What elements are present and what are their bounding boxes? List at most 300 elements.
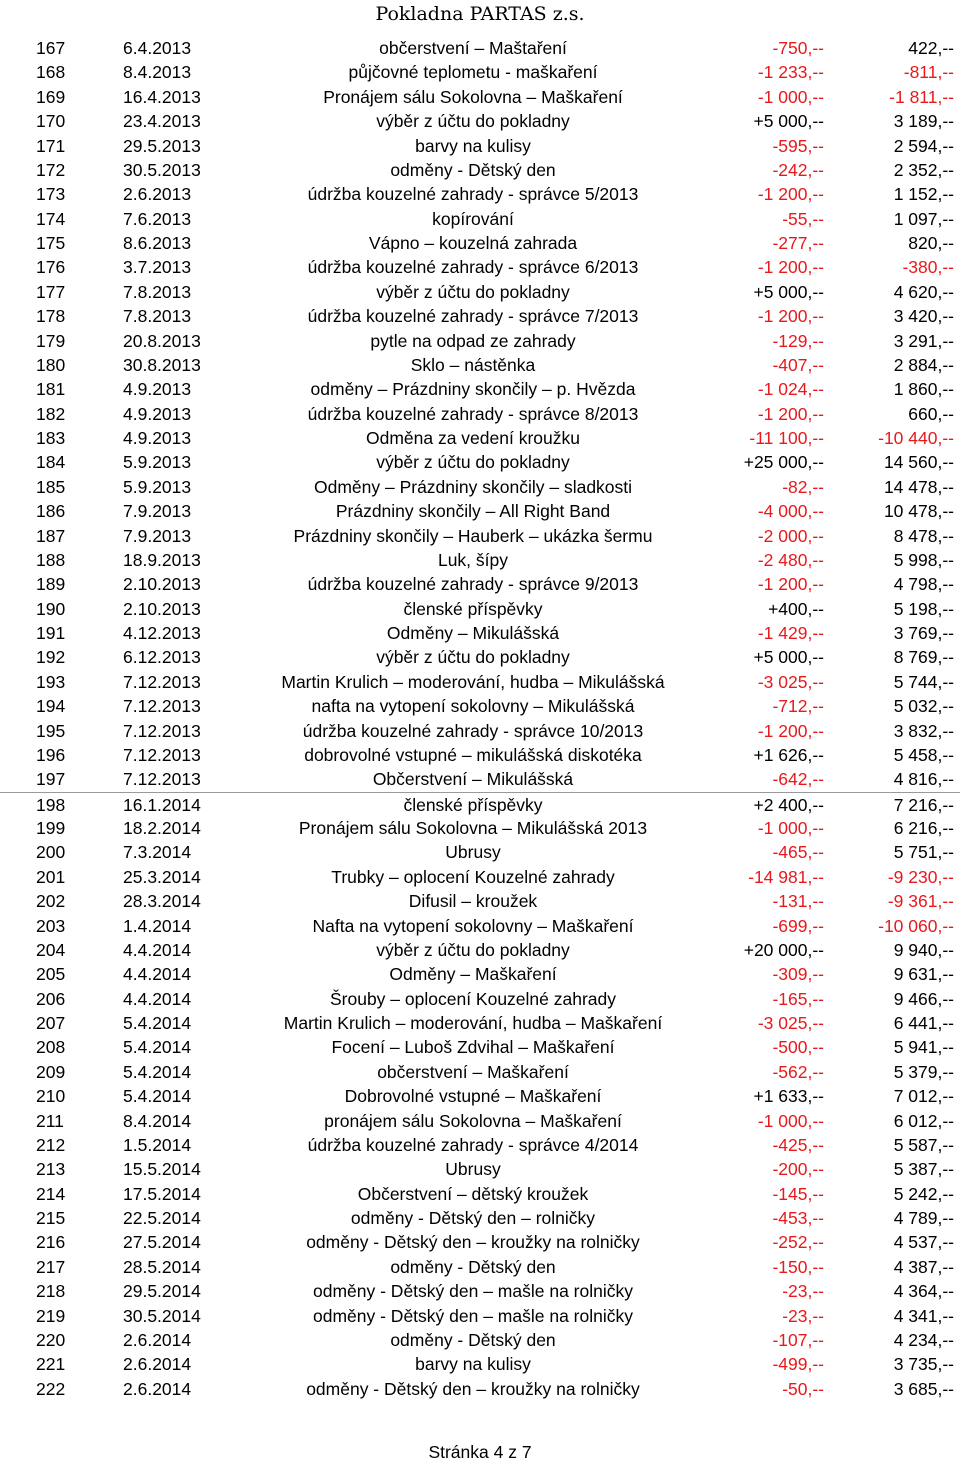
row-date: 7.12.2013 bbox=[123, 744, 201, 765]
row-description: Trubky – oplocení Kouzelné zahrady bbox=[331, 866, 615, 887]
ledger-table bbox=[0, 36, 960, 1401]
row-description: členské příspěvky bbox=[403, 794, 543, 815]
table-row bbox=[0, 1206, 960, 1230]
row-number: 180 bbox=[36, 354, 66, 375]
table-row bbox=[0, 1084, 960, 1108]
row-number: 207 bbox=[36, 1013, 66, 1033]
row-amount: -131,-- bbox=[772, 891, 824, 912]
row-number: 204 bbox=[36, 939, 66, 960]
row-description: údržba kouzelné zahrady - správce 9/2013 bbox=[307, 574, 639, 595]
table-row bbox=[0, 645, 960, 669]
row-amount: -309,-- bbox=[772, 964, 824, 985]
row-description: Ubrusy bbox=[445, 842, 501, 863]
row-description: kopírování bbox=[432, 208, 514, 229]
row-balance: 4 537,-- bbox=[893, 1232, 954, 1253]
row-date: 2.6.2014 bbox=[123, 1378, 192, 1399]
page-title: Pokladna PARTAS z.s. bbox=[375, 3, 585, 25]
row-number: 212 bbox=[36, 1134, 66, 1155]
row-amount: -107,-- bbox=[772, 1329, 824, 1350]
row-number: 195 bbox=[36, 720, 66, 741]
row-amount: +5 000,-- bbox=[753, 281, 824, 302]
row-balance: 3 685,-- bbox=[893, 1378, 954, 1399]
row-balance: 6 441,-- bbox=[893, 1013, 954, 1033]
row-balance: -811,-- bbox=[903, 62, 954, 83]
table-row bbox=[0, 85, 960, 109]
row-amount: -499,-- bbox=[772, 1354, 824, 1375]
row-date: 7.8.2013 bbox=[123, 281, 192, 302]
row-date: 7.12.2013 bbox=[123, 696, 201, 717]
row-date: 22.5.2014 bbox=[123, 1208, 201, 1228]
row-amount: -1 429,-- bbox=[757, 623, 824, 643]
row-balance: 1 152,-- bbox=[893, 184, 954, 205]
row-description: odměny - Dětský den bbox=[390, 1329, 556, 1350]
table-row bbox=[0, 207, 960, 231]
table-row bbox=[0, 1304, 960, 1328]
table-row bbox=[0, 280, 960, 304]
row-balance: 7 216,-- bbox=[893, 794, 954, 815]
row-description: Sklo – nástěnka bbox=[410, 354, 536, 375]
table-row bbox=[0, 987, 960, 1011]
row-amount: +25 000,-- bbox=[743, 452, 824, 473]
row-balance: 8 478,-- bbox=[893, 525, 954, 546]
row-balance: -380,-- bbox=[902, 257, 954, 278]
row-amount: -1 000,-- bbox=[757, 86, 824, 107]
row-number: 172 bbox=[36, 159, 66, 180]
table-row bbox=[0, 1255, 960, 1279]
row-amount: -712,-- bbox=[772, 696, 824, 717]
row-number: 184 bbox=[36, 452, 66, 473]
row-number: 175 bbox=[36, 233, 66, 253]
row-date: 7.12.2013 bbox=[123, 671, 201, 692]
row-amount: -595,-- bbox=[772, 135, 824, 156]
row-number: 192 bbox=[36, 647, 66, 668]
row-number: 182 bbox=[36, 403, 66, 424]
row-number: 203 bbox=[36, 915, 66, 936]
row-amount: -82,-- bbox=[782, 476, 824, 497]
row-number: 214 bbox=[36, 1183, 66, 1204]
row-description: členské příspěvky bbox=[403, 598, 543, 619]
row-date: 25.3.2014 bbox=[123, 866, 201, 887]
row-date: 1.5.2014 bbox=[123, 1134, 192, 1155]
row-balance: 3 189,-- bbox=[893, 111, 954, 132]
row-number: 208 bbox=[36, 1037, 66, 1058]
row-description: občerstvení – Maškaření bbox=[377, 1061, 569, 1082]
row-balance: 5 387,-- bbox=[893, 1159, 954, 1180]
row-number: 213 bbox=[36, 1159, 66, 1180]
row-number: 170 bbox=[36, 111, 66, 132]
row-date: 7.9.2013 bbox=[123, 501, 192, 522]
row-date: 5.4.2014 bbox=[123, 1037, 192, 1058]
row-description: nafta na vytopení sokolovny – Mikulášská bbox=[311, 696, 635, 717]
row-description: Vápno – kouzelná zahrada bbox=[368, 233, 578, 253]
row-description: půjčovné teplometu - maškaření bbox=[348, 62, 598, 83]
table-row bbox=[0, 1035, 960, 1059]
row-balance: 5 032,-- bbox=[893, 696, 954, 717]
row-description: výběr z účtu do pokladny bbox=[376, 939, 570, 960]
row-balance: 9 631,-- bbox=[893, 964, 954, 985]
row-description: údržba kouzelné zahrady - správce 8/2013 bbox=[307, 403, 639, 424]
row-number: 171 bbox=[36, 135, 66, 156]
row-amount: -1 000,-- bbox=[757, 818, 824, 838]
row-number: 198 bbox=[36, 794, 66, 815]
row-balance: 4 234,-- bbox=[893, 1329, 954, 1350]
row-amount: -1 200,-- bbox=[757, 184, 824, 205]
row-balance: 5 941,-- bbox=[893, 1037, 954, 1058]
row-number: 178 bbox=[36, 306, 66, 327]
row-amount: -23,-- bbox=[782, 1305, 824, 1326]
row-number: 174 bbox=[36, 208, 66, 229]
row-balance: 2 594,-- bbox=[893, 135, 954, 156]
row-description: odměny – Prázdniny skončily – p. Hvězda bbox=[310, 379, 636, 400]
row-amount: -14 981,-- bbox=[748, 866, 824, 887]
row-amount: -425,-- bbox=[772, 1134, 824, 1155]
row-balance: 4 620,-- bbox=[893, 281, 954, 302]
row-date: 2.6.2014 bbox=[123, 1329, 192, 1350]
table-row bbox=[0, 548, 960, 572]
row-number: 189 bbox=[36, 574, 66, 595]
table-row bbox=[0, 1109, 960, 1133]
row-date: 6.12.2013 bbox=[123, 647, 201, 668]
table-row bbox=[0, 743, 960, 767]
row-date: 4.4.2014 bbox=[123, 964, 192, 985]
row-balance: 5 242,-- bbox=[893, 1183, 954, 1204]
table-row bbox=[0, 231, 960, 255]
row-date: 27.5.2014 bbox=[123, 1232, 201, 1253]
row-number: 185 bbox=[36, 476, 66, 497]
table-row bbox=[0, 621, 960, 645]
row-amount: -277,-- bbox=[772, 233, 824, 253]
row-date: 20.8.2013 bbox=[123, 330, 201, 351]
table-row bbox=[0, 914, 960, 938]
table-row bbox=[0, 767, 960, 791]
table-row bbox=[0, 475, 960, 499]
table-row bbox=[0, 36, 960, 60]
table-row bbox=[0, 816, 960, 840]
row-number: 221 bbox=[36, 1354, 66, 1375]
row-description: odměny - Dětský den bbox=[390, 1256, 556, 1277]
row-number: 210 bbox=[36, 1086, 66, 1107]
row-number: 193 bbox=[36, 671, 66, 692]
row-date: 8.6.2013 bbox=[123, 233, 192, 253]
row-balance: 5 458,-- bbox=[893, 744, 954, 765]
row-description: Martin Krulich – moderování, hudba – Mikulášská bbox=[281, 671, 665, 692]
row-balance: 9 940,-- bbox=[893, 939, 954, 960]
row-description: Odměny – Maškaření bbox=[389, 964, 557, 985]
row-number: 194 bbox=[36, 696, 66, 717]
row-date: 5.4.2014 bbox=[123, 1061, 192, 1082]
row-date: 2.10.2013 bbox=[123, 574, 201, 595]
row-description: Dobrovolné vstupné – Maškaření bbox=[344, 1086, 602, 1107]
row-amount: -200,-- bbox=[772, 1159, 824, 1180]
table-row bbox=[0, 1352, 960, 1376]
row-number: 211 bbox=[36, 1110, 64, 1131]
row-date: 7.6.2013 bbox=[123, 208, 192, 229]
row-balance: 5 587,-- bbox=[893, 1134, 954, 1155]
row-amount: -11 100,-- bbox=[749, 428, 824, 448]
row-date: 7.8.2013 bbox=[123, 306, 192, 327]
row-description: odměny - Dětský den bbox=[390, 159, 556, 180]
row-balance: 8 769,-- bbox=[893, 647, 954, 668]
table-row bbox=[0, 1377, 960, 1401]
row-date: 2.6.2013 bbox=[123, 184, 192, 205]
row-description: údržba kouzelné zahrady - správce 5/2013 bbox=[307, 184, 639, 205]
row-balance: 5 744,-- bbox=[893, 671, 954, 692]
row-date: 2.6.2014 bbox=[123, 1354, 192, 1375]
row-description: Luk, šípy bbox=[437, 549, 509, 570]
row-number: 173 bbox=[36, 184, 66, 205]
row-description: odměny - Dětský den – mašle na rolničky bbox=[313, 1305, 633, 1326]
table-row bbox=[0, 1011, 960, 1035]
row-balance: 3 291,-- bbox=[893, 330, 954, 351]
row-date: 4.9.2013 bbox=[123, 379, 192, 400]
row-description: odměny - Dětský den – kroužky na rolničky bbox=[306, 1232, 640, 1253]
row-date: 23.4.2013 bbox=[123, 111, 201, 132]
row-description: Občerstvení – Mikulášská bbox=[372, 769, 574, 790]
row-balance: 6 012,-- bbox=[893, 1110, 954, 1131]
row-amount: -2 000,-- bbox=[757, 525, 824, 546]
table-row bbox=[0, 377, 960, 401]
row-number: 197 bbox=[36, 769, 66, 790]
row-description: odměny - Dětský den – kroužky na rolničky bbox=[306, 1378, 640, 1399]
row-balance: 7 012,-- bbox=[893, 1086, 954, 1107]
row-date: 8.4.2014 bbox=[123, 1110, 192, 1131]
table-row bbox=[0, 1279, 960, 1303]
table-row bbox=[0, 597, 960, 621]
table-row bbox=[0, 353, 960, 377]
row-number: 188 bbox=[36, 549, 66, 570]
row-number: 201 bbox=[36, 866, 66, 887]
row-date: 29.5.2013 bbox=[123, 135, 201, 156]
row-balance: 6 216,-- bbox=[893, 818, 954, 838]
row-amount: -1 024,-- bbox=[757, 379, 824, 400]
row-date: 7.9.2013 bbox=[123, 525, 192, 546]
row-balance: -1 811,-- bbox=[889, 86, 954, 107]
row-balance: -9 361,-- bbox=[887, 891, 954, 912]
row-number: 205 bbox=[36, 964, 66, 985]
row-date: 28.3.2014 bbox=[123, 891, 201, 912]
row-description: Odměny – Mikulášská bbox=[386, 623, 560, 643]
table-row bbox=[0, 1157, 960, 1181]
row-amount: -150,-- bbox=[772, 1256, 824, 1277]
row-balance: 3 735,-- bbox=[893, 1354, 954, 1375]
row-description: údržba kouzelné zahrady - správce 6/2013 bbox=[307, 257, 639, 278]
row-balance: 5 998,-- bbox=[893, 549, 954, 570]
row-balance: 422,-- bbox=[908, 38, 954, 58]
row-description: Prázdniny skončily – All Right Band bbox=[335, 501, 611, 522]
row-date: 18.9.2013 bbox=[123, 549, 201, 570]
row-date: 30.8.2013 bbox=[123, 354, 201, 375]
row-balance: 660,-- bbox=[908, 403, 954, 424]
row-description: Difusil – kroužek bbox=[408, 891, 538, 912]
row-amount: -1 200,-- bbox=[757, 306, 824, 327]
row-number: 187 bbox=[36, 525, 66, 546]
row-description: výběr z účtu do pokladny bbox=[376, 647, 570, 668]
row-number: 220 bbox=[36, 1329, 66, 1350]
table-row bbox=[0, 329, 960, 353]
row-number: 191 bbox=[36, 623, 66, 643]
row-description: Pronájem sálu Sokolovna – Mikulášská 2013 bbox=[298, 818, 648, 838]
row-amount: -129,-- bbox=[772, 330, 824, 351]
row-amount: -1 200,-- bbox=[757, 720, 824, 741]
row-description: Ubrusy bbox=[445, 1159, 501, 1180]
row-amount: -50,-- bbox=[782, 1378, 824, 1399]
row-date: 7.12.2013 bbox=[123, 720, 201, 741]
row-balance: 4 816,-- bbox=[893, 769, 954, 790]
table-row bbox=[0, 109, 960, 133]
row-amount: -55,-- bbox=[782, 208, 824, 229]
row-amount: +400,-- bbox=[768, 598, 824, 619]
row-date: 30.5.2014 bbox=[123, 1305, 201, 1326]
row-amount: -1 200,-- bbox=[757, 257, 824, 278]
row-description: Nafta na vytopení sokolovny – Maškaření bbox=[312, 915, 634, 936]
row-date: 18.2.2014 bbox=[123, 818, 201, 838]
table-row bbox=[0, 572, 960, 596]
row-number: 202 bbox=[36, 891, 66, 912]
row-number: 222 bbox=[36, 1378, 66, 1399]
row-description: dobrovolné vstupné – mikulášská diskotéka bbox=[304, 744, 642, 765]
row-date: 5.4.2014 bbox=[123, 1086, 192, 1107]
row-description: odměny - Dětský den – mašle na rolničky bbox=[313, 1281, 633, 1302]
row-balance: 5 751,-- bbox=[893, 842, 954, 863]
row-number: 219 bbox=[36, 1305, 66, 1326]
row-number: 218 bbox=[36, 1281, 66, 1302]
row-date: 17.5.2014 bbox=[123, 1183, 201, 1204]
row-amount: -699,-- bbox=[772, 915, 824, 936]
row-date: 29.5.2014 bbox=[123, 1281, 201, 1302]
table-row bbox=[0, 1060, 960, 1084]
table-row bbox=[0, 60, 960, 84]
row-balance: 4 387,-- bbox=[893, 1256, 954, 1277]
table-row bbox=[0, 182, 960, 206]
row-amount: -3 025,-- bbox=[757, 1013, 824, 1033]
table-row bbox=[0, 840, 960, 864]
row-date: 4.9.2013 bbox=[123, 428, 192, 448]
row-description: občerstvení – Maštaření bbox=[379, 38, 567, 58]
row-amount: -500,-- bbox=[772, 1037, 824, 1058]
row-amount: -453,-- bbox=[772, 1208, 824, 1228]
row-amount: +1 626,-- bbox=[753, 744, 824, 765]
row-number: 215 bbox=[36, 1208, 66, 1228]
row-balance: 1 097,-- bbox=[893, 208, 954, 229]
row-amount: -2 480,-- bbox=[757, 549, 824, 570]
row-description: výběr z účtu do pokladny bbox=[376, 111, 570, 132]
row-number: 167 bbox=[36, 38, 66, 58]
row-date: 4.12.2013 bbox=[123, 623, 201, 643]
row-description: údržba kouzelné zahrady - správce 10/2013 bbox=[302, 720, 644, 741]
row-number: 176 bbox=[36, 257, 66, 278]
row-amount: -4 000,-- bbox=[757, 501, 824, 522]
row-balance: 5 198,-- bbox=[893, 598, 954, 619]
row-date: 4.9.2013 bbox=[123, 403, 192, 424]
row-date: 30.5.2013 bbox=[123, 159, 201, 180]
row-amount: -465,-- bbox=[772, 842, 824, 863]
row-description: Pronájem sálu Sokolovna – Maškaření bbox=[323, 86, 623, 107]
row-number: 179 bbox=[36, 330, 66, 351]
row-description: Odměny – Prázdniny skončily – sladkosti bbox=[313, 476, 633, 497]
row-balance: 2 352,-- bbox=[893, 159, 954, 180]
table-row bbox=[0, 255, 960, 279]
table-row bbox=[0, 304, 960, 328]
row-number: 217 bbox=[36, 1256, 66, 1277]
row-amount: -3 025,-- bbox=[757, 671, 824, 692]
row-amount: -145,-- bbox=[772, 1183, 824, 1204]
row-description: Občerstvení – dětský kroužek bbox=[357, 1183, 589, 1204]
row-number: 181 bbox=[36, 379, 66, 400]
row-amount: -1 200,-- bbox=[757, 574, 824, 595]
row-number: 209 bbox=[36, 1061, 66, 1082]
table-row bbox=[0, 1133, 960, 1157]
row-amount: +1 633,-- bbox=[753, 1086, 824, 1107]
table-row bbox=[0, 719, 960, 743]
row-balance: 9 466,-- bbox=[893, 988, 954, 1009]
table-row bbox=[0, 524, 960, 548]
row-balance: 14 560,-- bbox=[883, 452, 954, 473]
row-amount: -407,-- bbox=[772, 354, 824, 375]
row-balance: 3 832,-- bbox=[893, 720, 954, 741]
table-row bbox=[0, 865, 960, 889]
page-number: Stránka 4 z 7 bbox=[428, 1442, 532, 1462]
row-number: 190 bbox=[36, 598, 66, 619]
row-balance: 4 798,-- bbox=[893, 574, 954, 595]
row-balance: -9 230,-- bbox=[887, 866, 954, 887]
row-amount: -1 200,-- bbox=[757, 403, 824, 424]
table-row bbox=[0, 158, 960, 182]
row-number: 183 bbox=[36, 428, 66, 448]
table-row bbox=[0, 1182, 960, 1206]
row-description: odměny - Dětský den – rolničky bbox=[350, 1208, 596, 1228]
table-row bbox=[0, 1328, 960, 1352]
row-date: 4.4.2014 bbox=[123, 939, 192, 960]
row-date: 8.4.2013 bbox=[123, 62, 192, 83]
row-date: 16.1.2014 bbox=[123, 794, 201, 815]
row-description: Prázdniny skončily – Hauberk – ukázka šermu bbox=[293, 525, 653, 546]
row-balance: 10 478,-- bbox=[883, 501, 954, 522]
row-description: Šrouby – oplocení Kouzelné zahrady bbox=[329, 988, 617, 1009]
row-number: 177 bbox=[36, 281, 66, 302]
row-description: barvy na kulisy bbox=[415, 1354, 531, 1375]
row-amount: -252,-- bbox=[772, 1232, 824, 1253]
row-amount: +5 000,-- bbox=[753, 647, 824, 668]
row-amount: -242,-- bbox=[772, 159, 824, 180]
table-row bbox=[0, 962, 960, 986]
row-description: Martin Krulich – moderování, hudba – Maškaření bbox=[283, 1013, 663, 1033]
row-balance: 14 478,-- bbox=[883, 476, 954, 497]
row-balance: 4 364,-- bbox=[893, 1281, 954, 1302]
row-number: 169 bbox=[36, 86, 66, 107]
row-description: pytle na odpad ze zahrady bbox=[370, 330, 576, 351]
row-date: 2.10.2013 bbox=[123, 598, 201, 619]
row-number: 216 bbox=[36, 1232, 66, 1253]
row-amount: -1 000,-- bbox=[757, 1110, 824, 1131]
row-description: údržba kouzelné zahrady - správce 7/2013 bbox=[307, 306, 639, 327]
row-amount: -562,-- bbox=[772, 1061, 824, 1082]
row-balance: 4 341,-- bbox=[893, 1305, 954, 1326]
row-date: 4.4.2014 bbox=[123, 988, 192, 1009]
row-date: 7.12.2013 bbox=[123, 769, 201, 790]
row-description: výběr z účtu do pokladny bbox=[376, 452, 570, 473]
row-number: 199 bbox=[36, 818, 66, 838]
row-date: 5.9.2013 bbox=[123, 476, 192, 497]
table-row bbox=[0, 499, 960, 523]
table-row bbox=[0, 450, 960, 474]
table-row bbox=[0, 426, 960, 450]
row-amount: -23,-- bbox=[782, 1281, 824, 1302]
row-balance: 4 789,-- bbox=[893, 1208, 954, 1228]
row-amount: -750,-- bbox=[772, 38, 824, 58]
table-row bbox=[0, 134, 960, 158]
row-date: 15.5.2014 bbox=[123, 1159, 201, 1180]
row-date: 1.4.2014 bbox=[123, 915, 192, 936]
